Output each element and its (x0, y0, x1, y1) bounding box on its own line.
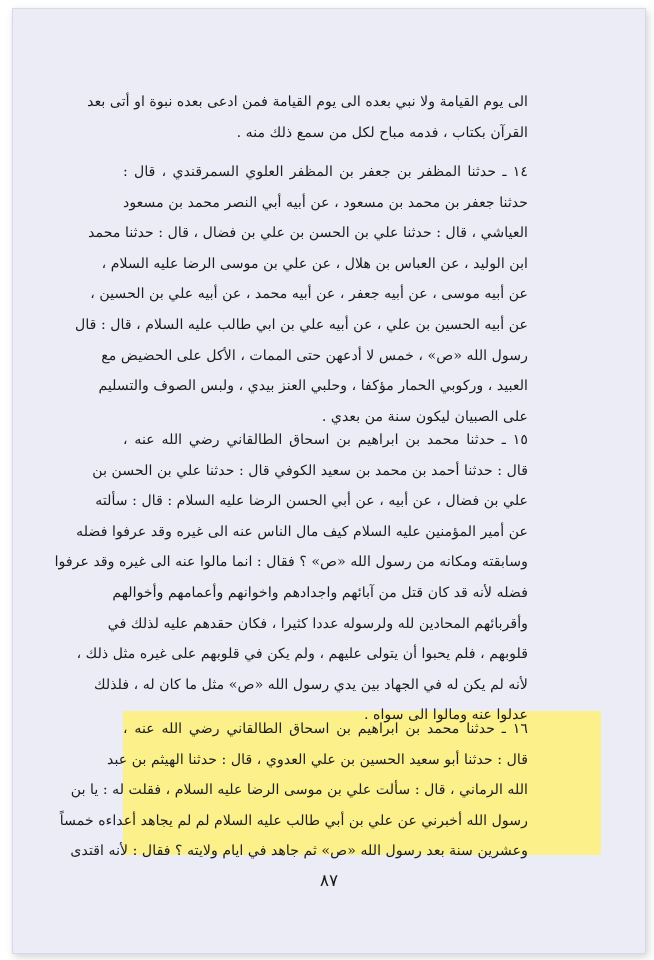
page-number: ٨٧ (319, 871, 339, 891)
text-line: رسول الله أخبرني عن علي بن أبي طالب عليه السلام لم لم يجاهد أعداءه خمساً (59, 812, 528, 829)
text-line: عن أبيه الحسين بن علي ، عن أبيه علي بن ابي طالب عليه السلام ، قال : قال (75, 316, 528, 333)
text-line: وعشرين سنة بعد رسول الله «ص» ثم جاهد في ايام ولايته ؟ فقال : لأنه اقتدى (70, 843, 528, 860)
text-line: الى يوم القيامة ولا نبي بعده الى يوم القيامة فمن ادعى بعده نبوة او أتى بعد (87, 94, 528, 110)
text-line: على الصبيان ليكون سنة من بعدي . (321, 408, 528, 425)
text-line: عدلوا عنه ومالوا الى سواه . (364, 707, 528, 724)
text-line: عن أمير المؤمنين عليه السلام كيف مال الناس عنه الى غيره وقد عرفوا فضله (76, 523, 528, 540)
text-line: العياشي ، قال : حدثنا علي بن الحسن بن علي بن فضال ، قال : حدثنا محمد (88, 225, 528, 242)
text-line: ابن الوليد ، عن العباس بن هلال ، عن علي بن موسى الرضا عليه السلام ، (101, 255, 528, 272)
text-line: عن أبيه موسى ، عن أبيه جعفر ، عن أبيه محمد ، عن أبيه علي بن الحسين ، (90, 286, 528, 303)
text-line: فضله لأنه قد كان قتل من آبائهم واجدادهم واخوانهم وأعمامهم وأخوالهم (112, 584, 528, 601)
text-line: العبيد ، وركوبي الحمار مؤكفا ، وحلبي العنز بيدي ، ولبس الصوف والتسليم (98, 378, 528, 395)
text-line: ١٦ ـ حدثنا محمد بن ابراهيم بن اسحاق الطالقاني رضي الله عنه ، (123, 721, 528, 737)
hadith-14 (75, 157, 528, 432)
text-line: حدثنا جعفر بن محمد بن مسعود ، عن أبيه أبي النصر محمد بن مسعود (123, 194, 528, 211)
text-line: قال : حدثنا أحمد بن محمد بن سعيد الكوفي قال : حدثنا علي بن الحسن بن (92, 462, 528, 479)
text-line: ١٥ ـ حدثنا محمد بن ابراهيم بن اسحاق الطالقاني رضي الله عنه ، (123, 432, 528, 448)
text-line: وأقربائهم المحادين لله ولرسوله عددا كثيرا ، فكان حقدهم عليه لذلك في (107, 615, 528, 632)
text-line: علي بن فضال ، عن أبيه ، عن أبي الحسن الرضا عليه السلام : قال : سألته (95, 493, 528, 510)
paragraph-continuation (87, 87, 528, 148)
text-line: القرآن بكتاب ، فدمه مباح لكل من سمع ذلك منه . (236, 124, 528, 141)
book-page (12, 8, 646, 954)
hadith-16 (59, 714, 528, 867)
text-line: قلوبهم ، فلم يحبوا أن يتولى عليهم ، ولم يكن في قلوبهم على غيره مثل ذلك ، (76, 646, 528, 663)
text-line: الله الرماني ، قال : سألت علي بن موسى الرضا عليه السلام ، فقلت له : يا بن (70, 782, 528, 799)
text-line: وسابقته ومكانه من رسول الله «ص» ؟ فقال : انما مالوا عنه الى غيره وقد عرفوا (54, 554, 528, 571)
text-line: قال : حدثنا أبو سعيد الحسين بن علي العدوي ، قال : حدثنا الهيثم بن عبد (107, 751, 528, 768)
text-line: رسول الله «ص» ، خمس لا أدعهن حتى الممات ، الأكل على الحضيض مع (101, 347, 528, 364)
text-line: لأنه لم يكن له في الجهاد بين يدي رسول الله «ص» مثل ما كان له ، فلذلك (93, 676, 528, 693)
text-line: ١٤ ـ حدثنا المظفر بن جعفر بن المظفر العلوي السمرقندي ، قال : (123, 164, 528, 180)
hadith-15 (54, 425, 528, 731)
